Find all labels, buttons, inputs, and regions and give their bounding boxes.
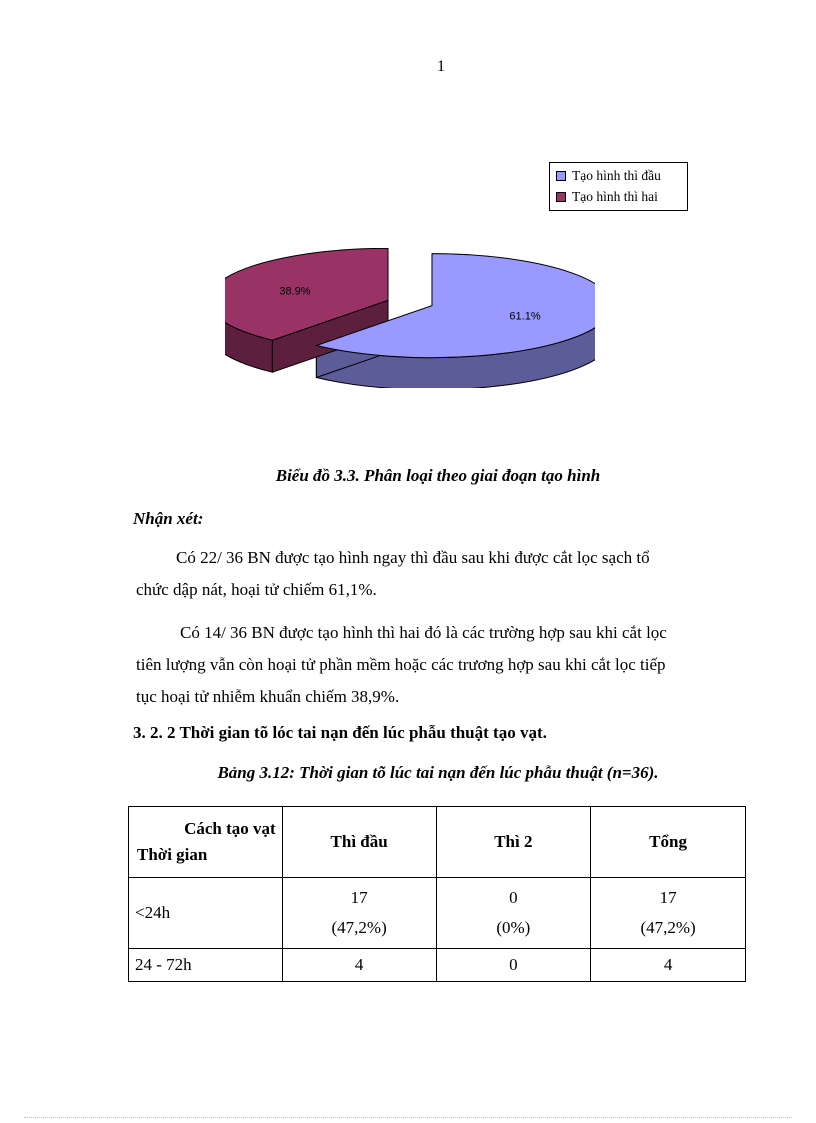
pie-chart [225,248,595,388]
corner-top-label: Cách tạo vạt [184,819,276,838]
column-header: Thì 2 [436,807,591,878]
row-label: <24h [129,878,283,949]
table-cell [436,878,591,949]
column-header: Thì đầu [282,807,436,878]
paragraph-line: tiên lượng vẫn còn hoại tử phần mềm hoặc các trương hợp sau khi cắt lọc tiếp [136,655,666,674]
legend-label-second-stage: Tạo hình thì hai [572,188,658,204]
cell-value: 17 [350,888,368,907]
table-row [129,949,746,982]
table-caption: Bảng 3.12: Thời gian tõ lúc tai nạn đến lúc phẫu thuật (n=36). [217,763,659,782]
pie-label-second-stage: 38.9% [279,285,311,298]
table-cell: 4 [591,949,746,982]
data-table [128,806,746,982]
pie-label-first-stage: 61.1% [509,310,541,323]
table-cell: 4 [282,949,436,982]
cell-percent: (0%) [496,918,531,937]
legend-swatch-second-stage [556,192,566,202]
page-bottom-border [24,1117,792,1118]
chart-legend [549,162,688,211]
cell-value: 17 [659,888,677,907]
cell-percent: (47,2%) [640,918,696,937]
chart-caption: Biểu đồ 3.3. Phân loại theo giai đoạn tạo hình [275,466,601,485]
legend-item-first-stage [550,165,687,186]
legend-swatch-first-stage [556,171,566,181]
corner-bottom-label: Thời gian [137,845,208,864]
table-cell: 0 [436,949,591,982]
page-number: 1 [437,58,445,75]
section-heading: 3. 2. 2 Thời gian tõ lóc tai nạn đến lúc phẫu thuật tạo vạt. [133,723,547,742]
paragraph-line: Có 22/ 36 BN được tạo hình ngay thì đầu sau khi được cắt lọc sạch tổ [176,548,650,567]
table-cell [282,878,436,949]
paragraph-line: Có 14/ 36 BN được tạo hình thì hai đó là các trường hợp sau khi cắt lọc [180,623,667,642]
table-corner-cell [129,807,283,878]
table-header-row [129,807,746,878]
table-row [129,878,746,949]
paragraph-second [136,617,740,713]
legend-label-first-stage: Tạo hình thì đầu [572,167,661,183]
column-header: Tổng [591,807,746,878]
table-cell [591,878,746,949]
paragraph-first [136,542,740,606]
paragraph-line: chức dập nát, hoại tử chiếm 61,1%. [136,580,377,599]
cell-percent: (47,2%) [331,918,387,937]
row-label: 24 - 72h [129,949,283,982]
legend-item-second-stage [550,186,687,207]
paragraph-line: tục hoại tử nhiễm khuẩn chiếm 38,9%. [136,687,400,706]
cell-value: 0 [509,888,518,907]
remark-label: Nhận xét: [133,509,204,528]
